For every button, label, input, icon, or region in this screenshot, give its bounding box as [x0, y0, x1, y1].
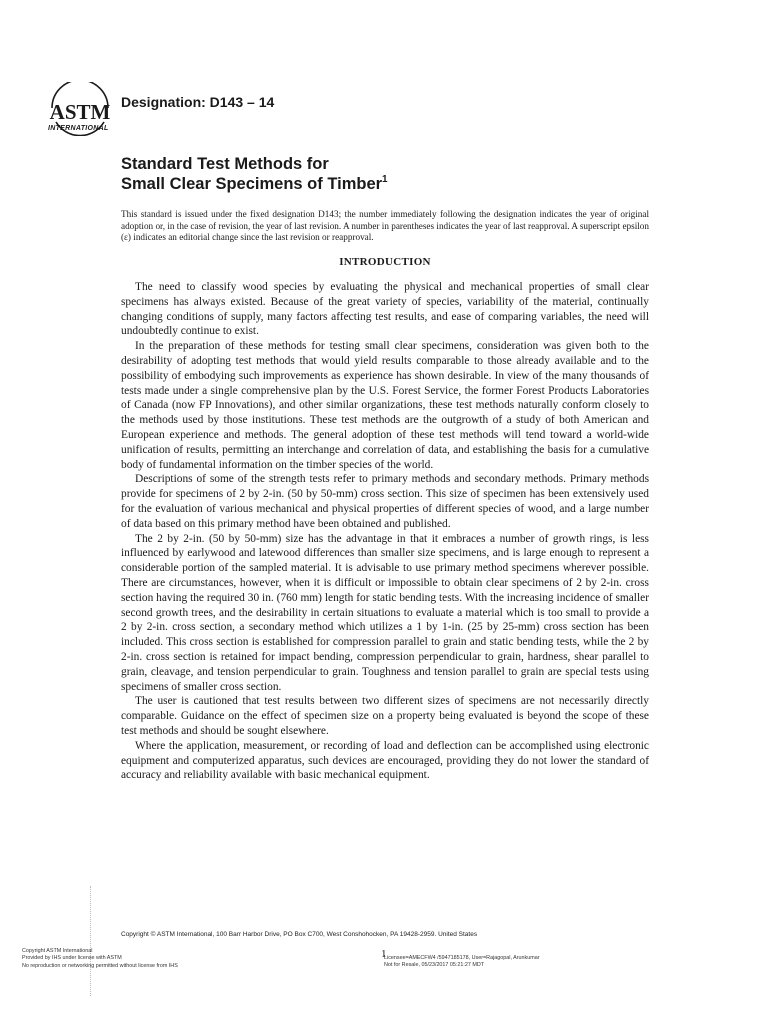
footer-left-line: Copyright ASTM International	[22, 948, 93, 954]
license-footer-right	[384, 955, 540, 970]
page-number: 1	[381, 948, 387, 960]
intro-paragraph-2: In the preparation of these methods for testing small clear specimens, consideration was given both to the desirability of adopting test methods that would yield results comparable to those already available and to the possibility of embodying such improvements as experience has shown desirable. In view of the many thousands of tests made under a single comprehensive plan by the U.S. Forest Service, the former Forest Products Laboratories of Canada (now FP Innovations), and other similar organizations, these test methods naturally conform closely to the methods used by those institutions. These test methods are the outgrowth of a study of both American and European experience and methods. The general adoption of these test methods will tend toward a world-wide unification of results, permitting an interchange and correlation of data, and establishing the basis for a cumulative body of fundamental information on the timber species of the world.	[121, 340, 649, 471]
logo-text: ASTM	[49, 100, 111, 124]
margin-dotted-line	[90, 886, 93, 996]
footer-left-line: Provided by IHS under license with ASTM	[22, 955, 122, 962]
intro-paragraph-6: Where the application, measurement, or recording of load and deflection can be accomplished using electronic equipment and computerized apparatus, such devices are encouraged, providing they do not lower the standard of accuracy and reliability available with basic mechanical equipment.	[121, 739, 649, 782]
title-footnote-mark[interactable]: 1	[382, 174, 388, 185]
copyright-line: Copyright © ASTM International, 100 Barr Harbor Drive, PO Box C700, West Conshohocken, PA 19428-2959. United States	[121, 931, 478, 938]
intro-paragraph-1: The need to classify wood species by evaluating the physical and mechanical properties of small clear specimens has always existed. Because of the great variety of species, variability of the material, continually changing conditions of supply, many factors affecting test results, and ease of comparing variables, the need will undoubtedly continue to exist.	[121, 281, 649, 338]
footer-left-line: No reproduction or networking permitted without license from IHS	[22, 962, 178, 969]
intro-paragraph-3: Descriptions of some of the strength tests refer to primary methods and secondary methods. Primary methods provide for specimens of 2 by 2-in. (50 by 50-mm) cross section. This size of specimen has been extensively used for the evaluation of various mechanical and physical properties of different species of wood, and a large number of data based on this primary method have been obtained and published.	[121, 473, 649, 530]
title-line-2-text: Small Clear Specimens of Timber	[121, 175, 383, 193]
footer-right-line: Licensee=AMECFW4 /5947185178, User=Rajagopal, Arunkumar	[384, 955, 540, 961]
introduction-heading: INTRODUCTION	[339, 256, 431, 268]
title-line-1: Standard Test Methods for	[121, 155, 329, 173]
footer-right-line: Not for Resale, 05/23/2017 05:21:27 MDT	[384, 962, 485, 969]
standard-notice: This standard is issued under the fixed designation D143; the number immediately following the designation indicates the year of original adoption or, in the case of revision, the year of last revision. A number in parentheses indicates the year of last reapproval. A superscript epsilon (ε) indicates an editorial change since the last revision or reapproval.	[121, 209, 649, 242]
license-footer-left	[22, 948, 178, 970]
designation: Designation: D143 – 14	[121, 94, 275, 110]
intro-paragraph-5: The user is cautioned that test results between two different sizes of specimens are not necessarily directly comparable. Guidance on the effect of specimen size on a property being evaluated is beyond the scope of these test methods and should be sought elsewhere.	[121, 695, 649, 737]
title-line-2	[121, 174, 388, 194]
intro-paragraph-4: The 2 by 2-in. (50 by 50-mm) size has the advantage in that it embraces a number of growth rings, is less influenced by earlywood and latewood differences than smaller size specimens, and is large enough to represent a considerable portion of the sampled material. It is advisable to use primary method specimens wherever possible. There are circumstances, however, when it is difficult or impossible to obtain clear specimens of 2 by 2-in. cross section having the required 30 in. (760 mm) length for static bending tests. With the increasing incidence of smaller second growth trees, and the desirability in certain situations to evaluate a material which is too small to provide a 2 by 2-in. cross section, a secondary method which utilizes a 1 by 1-in. (25 by 25-mm) cross section has been included. This cross section is established for compression parallel to grain and static bending tests, while the 2 by 2-in. cross section is retained for impact bending, compression perpendicular to grain, hardness, shear parallel to grain, cleavage, and tension perpendicular to grain. Toughness and tension parallel to grain are special tests using specimens of smaller cross section.	[121, 532, 649, 693]
logo-subtitle: INTERNATIONAL	[48, 125, 109, 132]
document-title	[121, 154, 388, 194]
introduction-body	[121, 280, 649, 783]
